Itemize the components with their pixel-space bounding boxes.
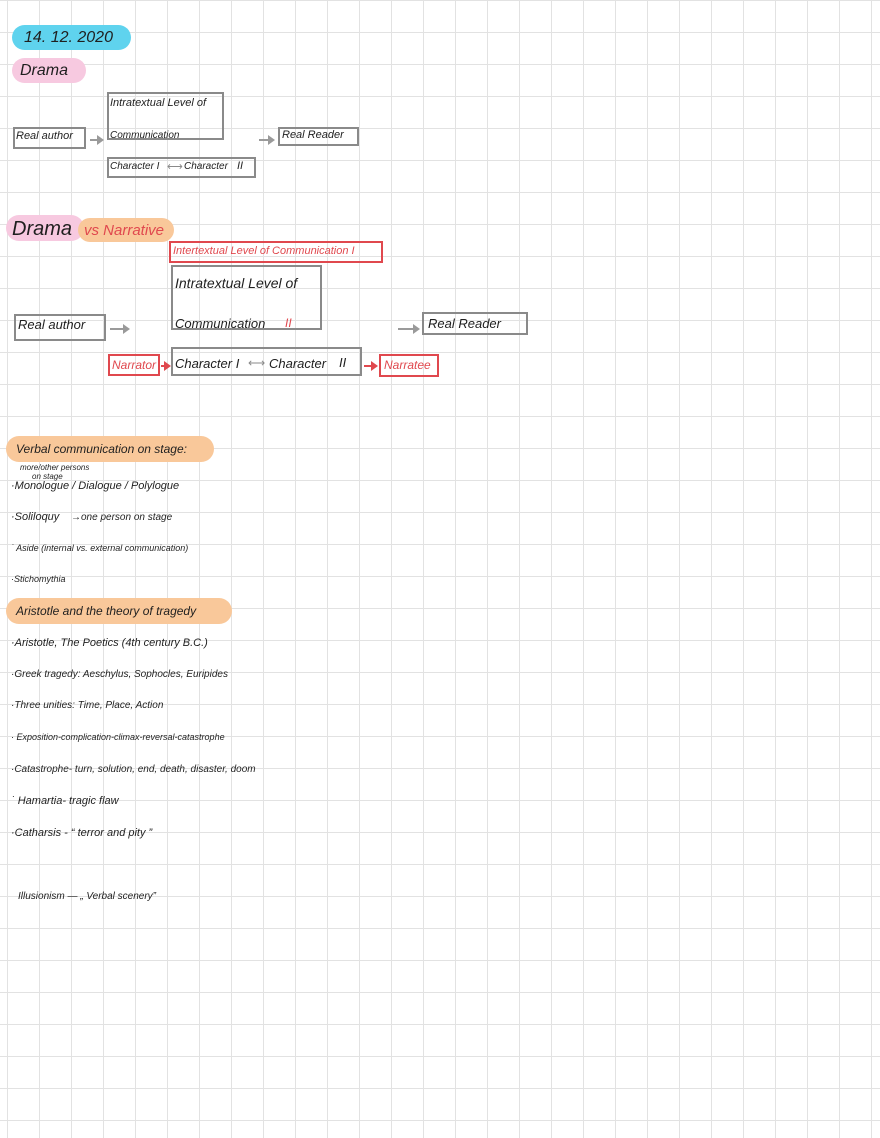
annotation-other-persons: more/other persons [20, 463, 90, 472]
communication-label-2: Communication [175, 316, 266, 331]
communication-label: Communication [110, 130, 180, 141]
aristotle-item-catharsis: ·Catharsis - “ terror and pity ” [11, 827, 153, 839]
verbal-item-soliloquy-aside: →one person on stage [71, 512, 173, 523]
intratextual-label-2: Intratextual Level of [175, 275, 298, 291]
aristotle-heading: Aristotle and the theory of tragedy [6, 598, 232, 624]
arrow-author-right [90, 139, 102, 141]
illusionism-line: Illusionism — „ Verbal scenery” [18, 891, 157, 902]
verbal-item-soliloquy: ·Soliloquy [11, 511, 60, 523]
real-author-label: Real author [16, 130, 73, 142]
date-label: 14. 12. 2020 [12, 25, 131, 50]
verbal-item-monologue: ·Monologue / Dialogue / Polylogue [11, 480, 180, 492]
aristotle-item-exposition: · Exposition-complication-climax-reversal-catastrophe [11, 732, 225, 742]
verbal-communication-heading: Verbal communication on stage: [6, 436, 214, 462]
drama-heading: Drama [6, 215, 84, 241]
page-title: Drama [12, 58, 86, 83]
character-2-num: II [237, 160, 244, 172]
character-2-num-2: II [339, 355, 347, 370]
character-1-label-2: Character I [175, 356, 240, 371]
vs-narrative-heading: vs Narrative [78, 218, 174, 242]
arrow-author-right-2 [110, 328, 128, 330]
intertextual-label: Intertextual Level of Communication I [173, 245, 355, 257]
narratee-label: Narratee [384, 358, 431, 372]
aristotle-item-poetics: ·Aristotle, The Poetics (4th century B.C.) [11, 637, 208, 649]
aristotle-item-hamartia: ˙ Hamartia- tragic flaw [11, 795, 119, 807]
narrator-label: Narrator [112, 358, 157, 372]
arrow-narrator-right [161, 365, 169, 367]
aristotle-item-three-unities: ·Three unities: Time, Place, Action [11, 700, 164, 711]
arrow-to-narratee [364, 365, 376, 367]
real-reader-label-2: Real Reader [428, 316, 501, 331]
character-2-label-2: Character [269, 356, 327, 371]
aristotle-item-greek-tragedy: ·Greek tragedy: Aeschylus, Sophocles, Euripides [11, 669, 228, 680]
double-arrow-icon-2: ⟷ [248, 356, 266, 370]
character-2-label: Character [184, 161, 228, 172]
double-arrow-icon: ⟷ [167, 161, 183, 173]
intratextual-label: Intratextual Level of [110, 97, 207, 109]
verbal-item-aside: ˙ Aside (internal vs. external communication) [11, 543, 189, 553]
real-reader-label: Real Reader [282, 129, 344, 141]
aristotle-item-catastrophe: ·Catastrophe- turn, solution, end, death, disaster, doom [11, 764, 256, 775]
real-author-label-2: Real author [18, 317, 86, 332]
annotation-on-stage: on stage [32, 472, 63, 481]
verbal-item-stichomythia: ·Stichomythia [11, 574, 66, 584]
arrow-to-reader [259, 139, 273, 141]
arrow-to-reader-2 [398, 328, 418, 330]
character-1-label: Character I [110, 161, 160, 172]
communication-level-num: II [285, 316, 292, 330]
